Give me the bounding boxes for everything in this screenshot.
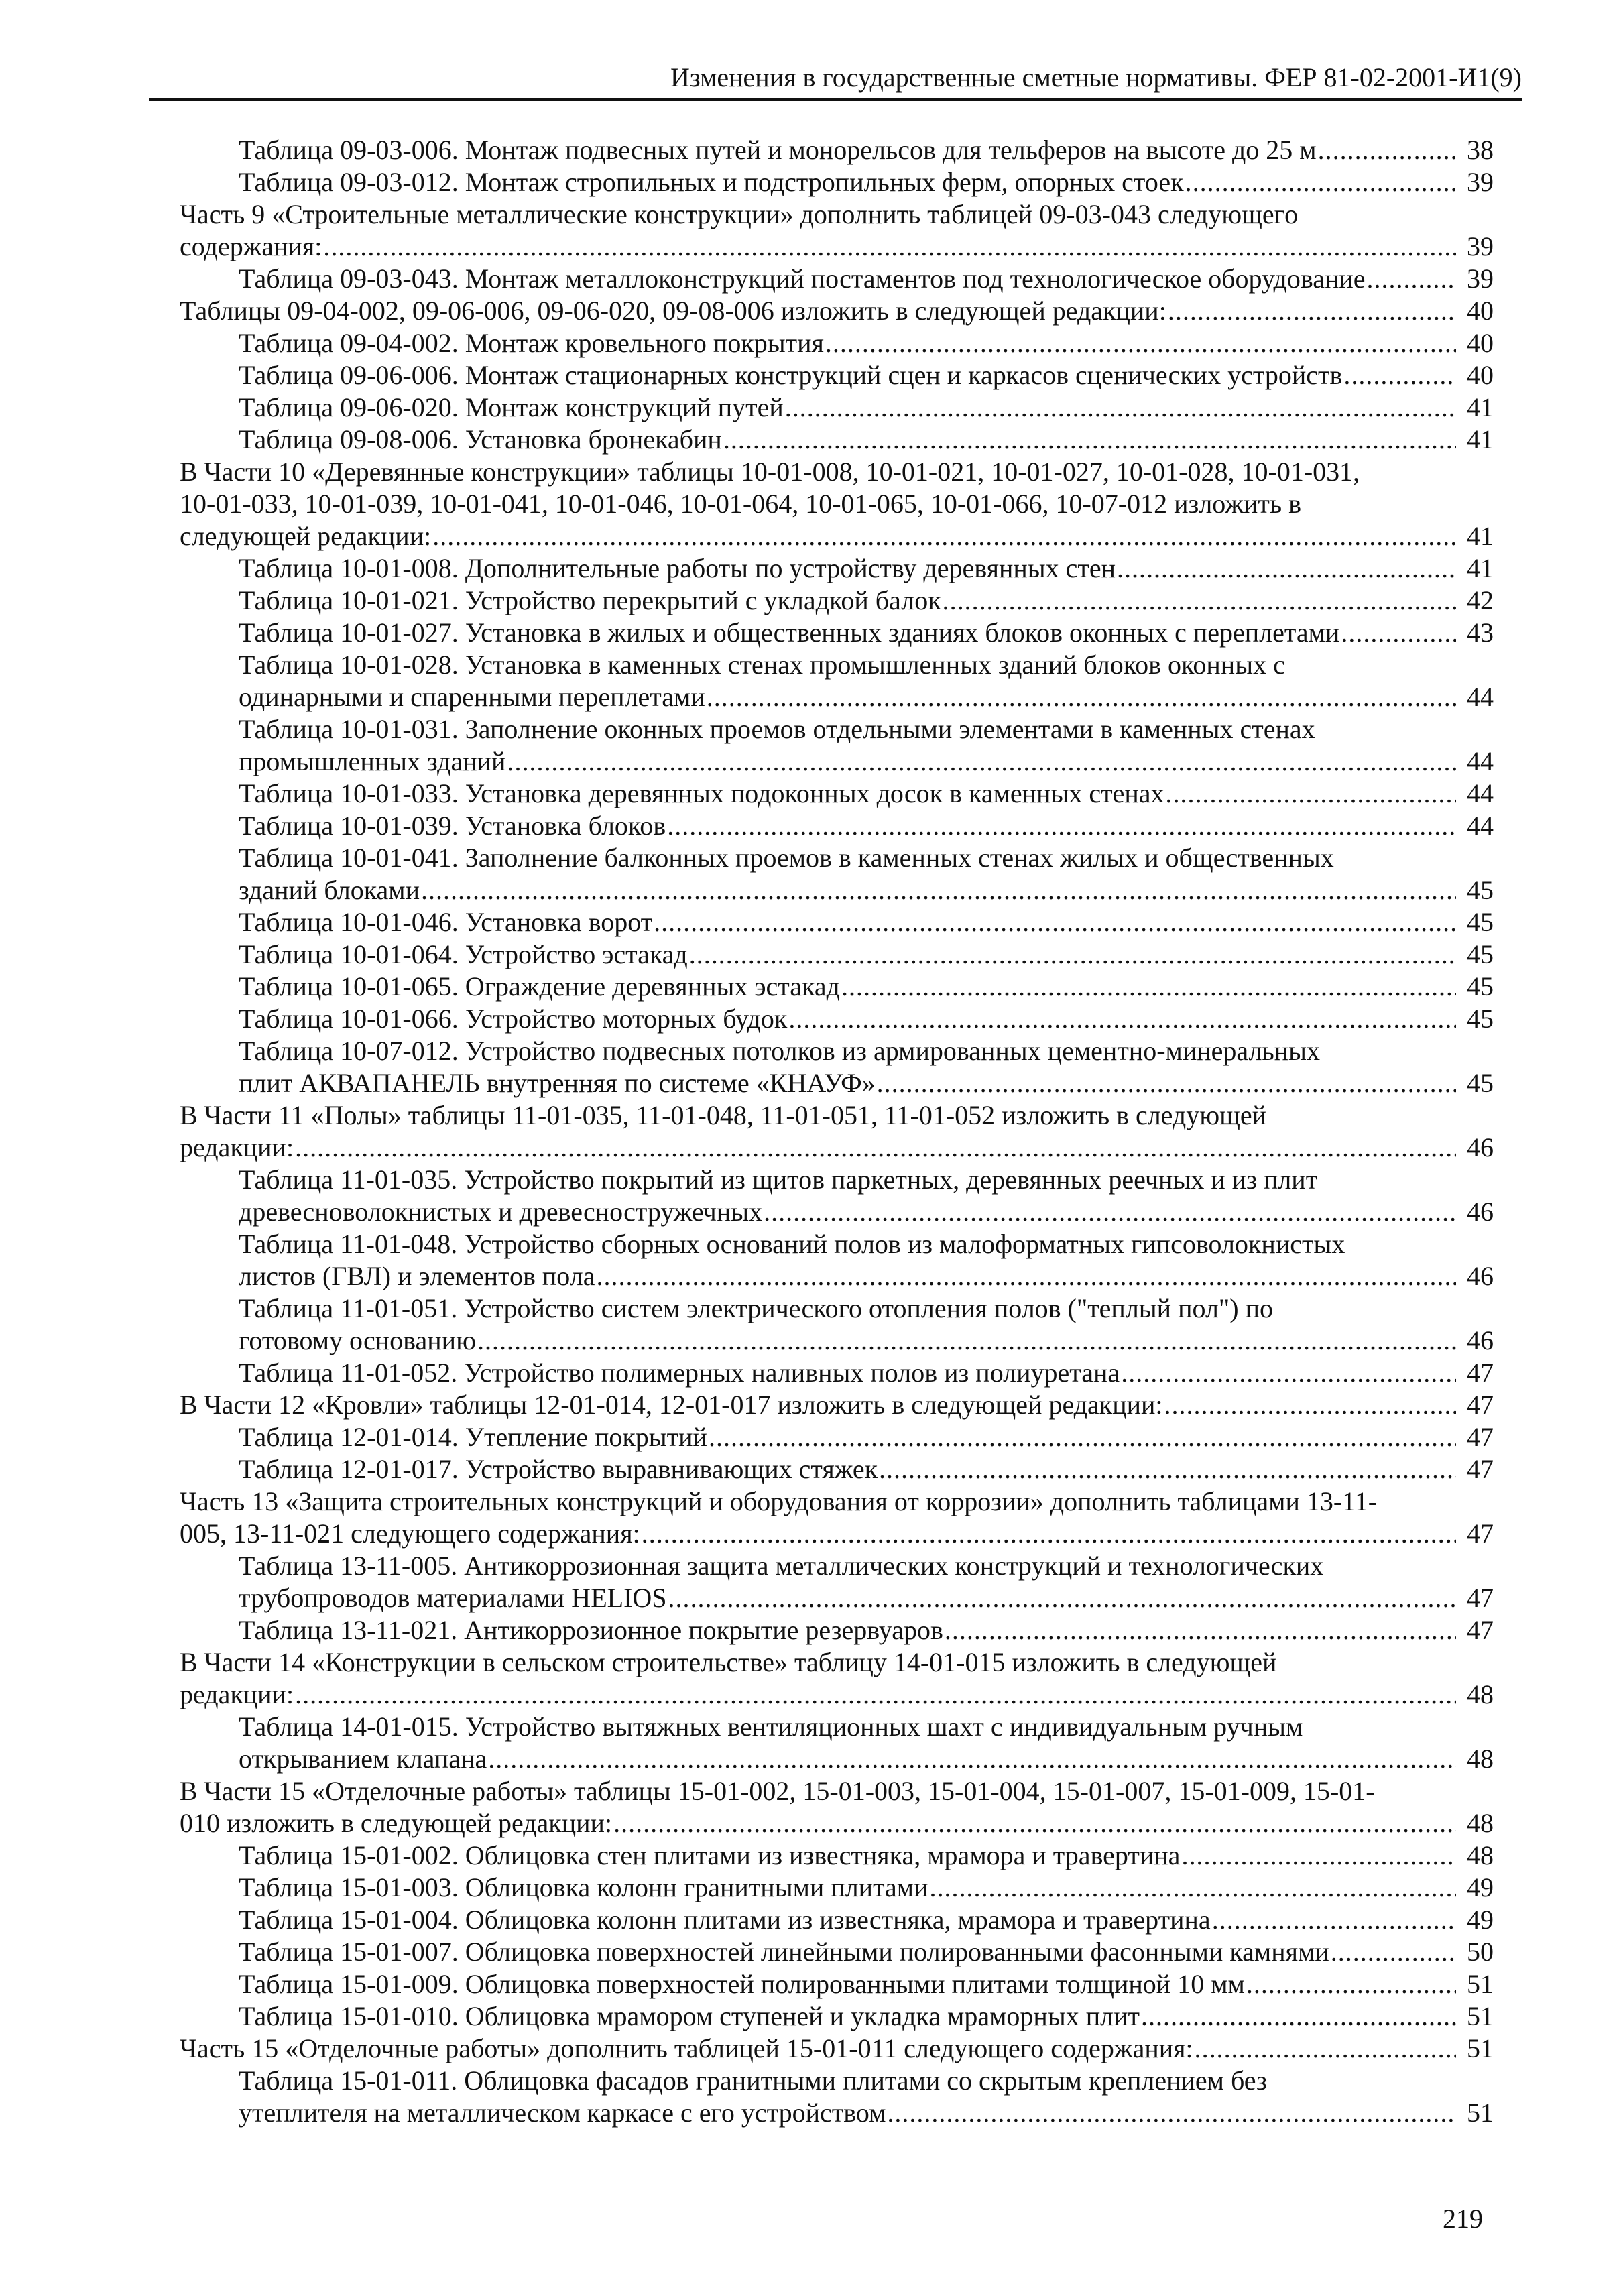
toc-page-number: 45 [1467,971,1494,1002]
dot-leader [668,1582,1456,1614]
toc-entry-final-line [239,1196,1494,1228]
dot-leader [642,1518,1456,1550]
toc-table-entry[interactable] [180,1614,1494,1646]
toc-table-entry[interactable] [180,134,1494,166]
dot-leader [877,1067,1456,1099]
toc-entry-final-line [180,1679,1494,1711]
toc-entry-final-line [239,1872,1494,1904]
toc-page-number: 51 [1467,2098,1494,2128]
toc-page-number: 50 [1467,1937,1494,1967]
toc-entry-text-line: Таблица 10-01-021. Устройство перекрытий с укладкой балок [239,585,941,615]
toc-page-number: 49 [1467,1872,1494,1902]
toc-page-number: 47 [1467,1422,1494,1452]
dot-leader [943,585,1456,617]
toc-entry-text-line: Таблица 13-11-021. Антикоррозионное покрытие резервуаров [239,1615,943,1645]
toc-page-number: 48 [1467,1840,1494,1870]
toc-entry-text-line: Таблица 10-01-064. Устройство эстакад [239,939,688,969]
toc-table-entry[interactable] [180,1968,1494,2000]
dot-leader [613,1807,1456,1839]
toc-entry-final-line [239,874,1494,906]
toc-table-entry[interactable] [180,1003,1494,1035]
toc-entry-final-line [239,1421,1494,1453]
toc-entry-text-line: зданий блоками [239,875,420,905]
toc-table-entry[interactable] [180,1035,1494,1099]
dot-leader [667,810,1456,842]
toc-page-number: 51 [1467,1969,1494,1999]
toc-table-entry[interactable] [180,1453,1494,1486]
toc-page-number: 46 [1467,1325,1494,1355]
toc-table-entry[interactable] [180,1164,1494,1228]
dot-leader [421,874,1456,906]
toc-page-number: 48 [1467,1808,1494,1838]
toc-entry-text-line: Таблица 09-03-043. Монтаж металлоконструкций постаментов под технологическое оборудование [239,263,1366,294]
toc-table-entry[interactable] [180,263,1494,295]
toc-table-entry[interactable] [180,1421,1494,1453]
toc-table-entry[interactable] [180,971,1494,1003]
toc-table-entry[interactable] [180,166,1494,198]
dot-leader [887,2097,1456,2129]
toc-entry-text-line: Таблица 10-07-012. Устройство подвесных потолков из армированных цементно-минеральных [239,1036,1320,1066]
toc-section-entry[interactable] [180,198,1494,263]
toc-entry-text-line: редакции: [180,1132,294,1162]
toc-page-number: 38 [1467,135,1494,165]
dot-leader [295,1132,1456,1164]
toc-page-number: 46 [1467,1261,1494,1291]
toc-entry-final-line [239,939,1494,971]
dot-leader [825,327,1456,359]
toc-entry-text-line: Таблица 15-01-011. Облицовка фасадов гранитными плитами со скрытым креплением без [239,2065,1267,2096]
toc-entry-final-line [239,1325,1494,1357]
toc-entry-text-line: Таблица 09-04-002. Монтаж кровельного покрытия [239,328,824,358]
toc-entry-final-line [239,906,1494,939]
toc-entry-text-line: Таблица 14-01-015. Устройство вытяжных вентиляционных шахт с индивидуальным ручным [239,1711,1303,1742]
toc-entry-final-line [239,2000,1494,2033]
toc-table-entry[interactable] [180,906,1494,939]
toc-entry-text-line: Таблица 10-01-065. Ограждение деревянных эстакад [239,971,840,1002]
toc-section-entry[interactable] [180,2033,1494,2065]
toc-page-number: 48 [1467,1679,1494,1709]
toc-page-number: 47 [1467,1583,1494,1613]
toc-page-number: 45 [1467,1004,1494,1034]
toc-entry-text-line: Таблицы 09-04-002, 09-06-006, 09-06-020, 09-08-006 изложить в следующей редакции: [180,296,1166,326]
dot-leader [930,1872,1456,1904]
dot-leader [488,1743,1456,1775]
toc-section-entry[interactable] [180,1646,1494,1711]
toc-page-number: 39 [1467,231,1494,261]
toc-entry-final-line [239,359,1494,391]
toc-entry-text-line: Таблица 15-01-010. Облицовка мрамором ступеней и укладка мраморных плит [239,2001,1140,2031]
toc-table-entry[interactable] [180,1550,1494,1614]
toc-entry-final-line [180,295,1494,327]
toc-entry-text-line: редакции: [180,1679,294,1709]
toc-entry-text-line: 010 изложить в следующей редакции: [180,1808,613,1838]
dot-leader [1168,295,1456,327]
dot-leader [689,939,1456,971]
toc-entry-text-line: В Части 11 «Полы» таблицы 11-01-035, 11-01-048, 11-01-051, 11-01-052 изложить в следующей [180,1100,1267,1130]
toc-entry-text-line: Таблица 15-01-004. Облицовка колонн плитами из известняка, мрамора и травертина [239,1905,1211,1935]
toc-entry-text-line: Таблица 15-01-007. Облицовка поверхностей линейными полированными фасонными камнями [239,1937,1329,1967]
dot-leader [1117,552,1456,585]
toc-page-number: 40 [1467,360,1494,390]
toc-table-entry[interactable] [180,552,1494,585]
toc-entry-final-line [239,391,1494,424]
toc-page-number: 45 [1467,939,1494,969]
toc-section-entry[interactable] [180,295,1494,327]
toc-entry-text-line: готовому основанию [239,1325,476,1355]
toc-page-number: 47 [1467,1390,1494,1420]
toc-page-number: 45 [1467,1068,1494,1098]
toc-entry-final-line [239,681,1494,713]
toc-entry-text-line: В Части 14 «Конструкции в сельском строительстве» таблицу 14-01-015 изложить в следующей [180,1647,1277,1677]
dot-leader [841,971,1456,1003]
toc-table-entry[interactable] [180,359,1494,391]
document-header: Изменения в государственные сметные нормативы. ФЕР 81-02-2001-И1(9) [670,62,1522,93]
page-number: 219 [1443,2203,1483,2234]
toc-entry-final-line [239,2097,1494,2129]
toc-table-entry[interactable] [180,1711,1494,1775]
toc-page-number: 51 [1467,2001,1494,2031]
toc-entry-text-line: Таблица 09-08-006. Установка бронекабин [239,424,722,455]
toc-table-entry[interactable] [180,778,1494,810]
toc-entry-text-line: Таблица 11-01-051. Устройство систем электрического отопления полов ("теплый пол") по [239,1293,1273,1323]
toc-entry-text-line: содержания: [180,231,322,261]
toc-page-number: 41 [1467,424,1494,455]
toc-entry-text-line: следующей редакции: [180,521,432,551]
dot-leader [707,681,1456,713]
toc-entry-final-line [239,810,1494,842]
toc-entry-text-line: Таблица 10-01-046. Установка ворот [239,907,653,937]
toc-entry-text-line: древесноволокнистых и древесностружечных [239,1197,763,1227]
toc-page-number: 49 [1467,1905,1494,1935]
toc-page-number: 47 [1467,1454,1494,1484]
toc-table-entry[interactable] [180,1872,1494,1904]
toc-entry-final-line [239,263,1494,295]
toc-entry-final-line [239,1067,1494,1099]
toc-entry-text-line: В Части 15 «Отделочные работы» таблицы 15-01-002, 15-01-003, 15-01-004, 15-01-007, 15-01-009, 15-01- [180,1776,1375,1806]
toc-page-number: 45 [1467,907,1494,937]
dot-leader [723,424,1456,456]
dot-leader [1195,2033,1456,2065]
toc-table-entry[interactable] [180,424,1494,456]
dot-leader [1164,1389,1456,1421]
toc-page-number: 42 [1467,585,1494,615]
dot-leader [1343,359,1456,391]
toc-entry-text-line: Таблица 09-06-006. Монтаж стационарных конструкций сцен и каркасов сценических устройств [239,360,1343,390]
toc-entry-text-line: Таблица 11-01-048. Устройство сборных оснований полов из малоформатных гипсоволокнистых [239,1229,1345,1259]
dot-leader [945,1614,1456,1646]
toc-entry-final-line [239,585,1494,617]
toc-entry-final-line [180,1518,1494,1550]
toc-entry-text-line: плит АКВАПАНЕЛЬ внутренняя по системе «КНАУФ» [239,1068,876,1098]
toc-page-number: 44 [1467,810,1494,841]
toc-entry-text-line: Таблица 15-01-009. Облицовка поверхностей полированными плитами толщиной 10 мм [239,1969,1245,1999]
toc-entry-text-line: Таблица 11-01-052. Устройство полимерных наливных полов из полиуретана [239,1357,1120,1388]
toc-page-number: 39 [1467,167,1494,197]
toc-entry-final-line [239,1936,1494,1968]
dot-leader [1185,166,1456,198]
toc-entry-text-line: Таблица 10-01-027. Установка в жилых и общественных зданиях блоков оконных с переплетами [239,617,1340,648]
toc-page-number: 48 [1467,1744,1494,1774]
dot-leader [1331,1936,1456,1968]
toc-page-number: 44 [1467,682,1494,712]
toc-section-entry[interactable] [180,1099,1494,1164]
toc-entry-text-line: В Части 10 «Деревянные конструкции» таблицы 10-01-008, 10-01-021, 10-01-027, 10-01-028, 10-01-031, [180,457,1360,487]
toc-entry-final-line [239,1743,1494,1775]
toc-page-number: 40 [1467,328,1494,358]
toc-entry-final-line [180,520,1494,552]
toc-entry-final-line [239,134,1494,166]
toc-entry-final-line [239,1839,1494,1872]
toc-page-number: 41 [1467,521,1494,551]
toc-entry-text-line: В Части 12 «Кровли» таблицы 12-01-014, 12-01-017 изложить в следующей редакции: [180,1390,1163,1420]
toc-table-entry[interactable] [180,1904,1494,1936]
toc-entry-text-line: Таблица 10-01-039. Установка блоков [239,810,666,841]
toc-entry-text-line: Таблица 10-01-033. Установка деревянных подоконных досок в каменных стенах [239,778,1164,808]
toc-entry-text-line: Таблица 15-01-003. Облицовка колонн гранитными плитами [239,1872,928,1902]
toc-entry-text-line: Таблица 09-03-012. Монтаж стропильных и подстропильных ферм, опорных стоек [239,167,1184,197]
toc-entry-final-line [180,1132,1494,1164]
toc-entry-final-line [239,1968,1494,2000]
dot-leader [1318,134,1456,166]
toc-page-number: 41 [1467,392,1494,422]
toc-entry-text-line: Часть 15 «Отделочные работы» дополнить таблицей 15-01-011 следующего содержания: [180,2033,1193,2063]
toc-entry-text-line: Таблица 10-01-066. Устройство моторных будок [239,1004,788,1034]
toc-entry-final-line [239,971,1494,1003]
toc-page-number: 43 [1467,617,1494,648]
toc-entry-text-line: листов (ГВЛ) и элементов пола [239,1261,595,1291]
toc-entry-text-line: 10-01-033, 10-01-039, 10-01-041, 10-01-046, 10-01-064, 10-01-065, 10-01-066, 10-07-012 изложить в [180,489,1301,519]
dot-leader [1141,2000,1456,2033]
dot-leader [1341,617,1456,649]
toc-page-number: 47 [1467,1615,1494,1645]
toc-table-entry[interactable] [180,1357,1494,1389]
toc-entry-text-line: Таблица 10-01-031. Заполнение оконных проемов отдельными элементами в каменных стенах [239,714,1315,744]
toc-entry-text-line: Таблица 15-01-002. Облицовка стен плитами из известняка, мрамора и травертина [239,1840,1181,1870]
toc-entry-text-line: открыванием клапана [239,1744,487,1774]
toc-entry-text-line: Таблица 13-11-005. Антикоррозионная защита металлических конструкций и технологических [239,1551,1324,1581]
toc-page-number: 39 [1467,263,1494,294]
dot-leader [323,231,1456,263]
toc-page-number: 44 [1467,778,1494,808]
toc-table-entry[interactable] [180,1936,1494,1968]
toc-table-entry[interactable] [180,1228,1494,1292]
dot-leader [1121,1357,1456,1389]
dot-leader [654,906,1456,939]
toc-entry-text-line: Таблица 10-01-041. Заполнение балконных проемов в каменных стенах жилых и общественных [239,843,1334,873]
table-of-contents [180,134,1494,2129]
dot-leader [1212,1904,1456,1936]
dot-leader [785,391,1456,424]
toc-entry-final-line [239,617,1494,649]
toc-entry-text-line: Таблица 10-01-028. Установка в каменных стенах промышленных зданий блоков оконных с [239,650,1285,680]
toc-entry-final-line [239,166,1494,198]
toc-page-number: 41 [1467,553,1494,583]
dot-leader [295,1679,1456,1711]
toc-entry-text-line: Часть 13 «Защита строительных конструкций и оборудования от коррозии» дополнить таблицами 13-11- [180,1486,1378,1516]
toc-table-entry[interactable] [180,939,1494,971]
toc-table-entry[interactable] [180,1839,1494,1872]
toc-entry-final-line [239,1003,1494,1035]
toc-page-number: 40 [1467,296,1494,326]
toc-table-entry[interactable] [180,842,1494,906]
toc-entry-text-line: Таблица 12-01-014. Утепление покрытий [239,1422,707,1452]
toc-table-entry[interactable] [180,2065,1494,2129]
toc-table-entry[interactable] [180,585,1494,617]
toc-table-entry[interactable] [180,810,1494,842]
toc-entry-text-line: 005, 13-11-021 следующего содержания: [180,1518,640,1549]
toc-entry-final-line [180,2033,1494,2065]
toc-entry-text-line: Таблица 12-01-017. Устройство выравнивающих стяжек [239,1454,878,1484]
toc-page-number: 46 [1467,1197,1494,1227]
toc-table-entry[interactable] [180,713,1494,778]
toc-entry-text-line: Таблица 10-01-008. Дополнительные работы по устройству деревянных стен [239,553,1116,583]
toc-page-number: 47 [1467,1518,1494,1549]
toc-entry-final-line [180,1389,1494,1421]
toc-section-entry[interactable] [180,1486,1494,1550]
dot-leader [1181,1839,1456,1872]
toc-entry-final-line [239,1904,1494,1936]
toc-entry-final-line [239,1614,1494,1646]
toc-table-entry[interactable] [180,2000,1494,2033]
toc-entry-final-line [239,1357,1494,1389]
toc-table-entry[interactable] [180,617,1494,649]
toc-entry-text-line: утеплителя на металлическом каркасе с его устройством [239,2098,886,2128]
dot-leader [709,1421,1456,1453]
toc-entry-text-line: Таблица 09-03-006. Монтаж подвесных путей и монорельсов для тельферов на высоте до 25 м [239,135,1317,165]
toc-table-entry[interactable] [180,1292,1494,1357]
dot-leader [596,1260,1456,1292]
toc-table-entry[interactable] [180,327,1494,359]
toc-entry-final-line [239,778,1494,810]
toc-page-number: 46 [1467,1132,1494,1162]
dot-leader [1166,778,1457,810]
dot-leader [1246,1968,1456,2000]
toc-section-entry[interactable] [180,1389,1494,1421]
toc-entry-final-line [180,1807,1494,1839]
header-rule [149,98,1522,101]
toc-entry-final-line [239,1582,1494,1614]
dot-leader [432,520,1456,552]
toc-page-number: 51 [1467,2033,1494,2063]
dot-leader [507,745,1456,778]
toc-entry-final-line [239,424,1494,456]
toc-entry-text-line: промышленных зданий [239,746,506,776]
dot-leader [477,1325,1456,1357]
toc-entry-text-line: трубопроводов материалами HELIOS [239,1583,667,1613]
toc-entry-final-line [180,231,1494,263]
toc-entry-final-line [239,1453,1494,1486]
toc-table-entry[interactable] [180,649,1494,713]
toc-section-entry[interactable] [180,1775,1494,1839]
dot-leader [788,1003,1456,1035]
toc-table-entry[interactable] [180,391,1494,424]
toc-entry-final-line [239,1260,1494,1292]
toc-entry-text-line: одинарными и спаренными переплетами [239,682,705,712]
toc-entry-final-line [239,552,1494,585]
toc-entry-final-line [239,745,1494,778]
dot-leader [879,1453,1456,1486]
toc-entry-final-line [239,327,1494,359]
toc-entry-text-line: Часть 9 «Строительные металлические конструкции» дополнить таблицей 09-03-043 следующего [180,199,1299,229]
toc-page-number: 44 [1467,746,1494,776]
dot-leader [1367,263,1456,295]
toc-page-number: 47 [1467,1357,1494,1388]
dot-leader [764,1196,1456,1228]
toc-entry-text-line: Таблица 09-06-020. Монтаж конструкций путей [239,392,784,422]
toc-page-number: 45 [1467,875,1494,905]
toc-section-entry[interactable] [180,456,1494,552]
toc-entry-text-line: Таблица 11-01-035. Устройство покрытий из щитов паркетных, деревянных реечных и из плит [239,1164,1318,1195]
